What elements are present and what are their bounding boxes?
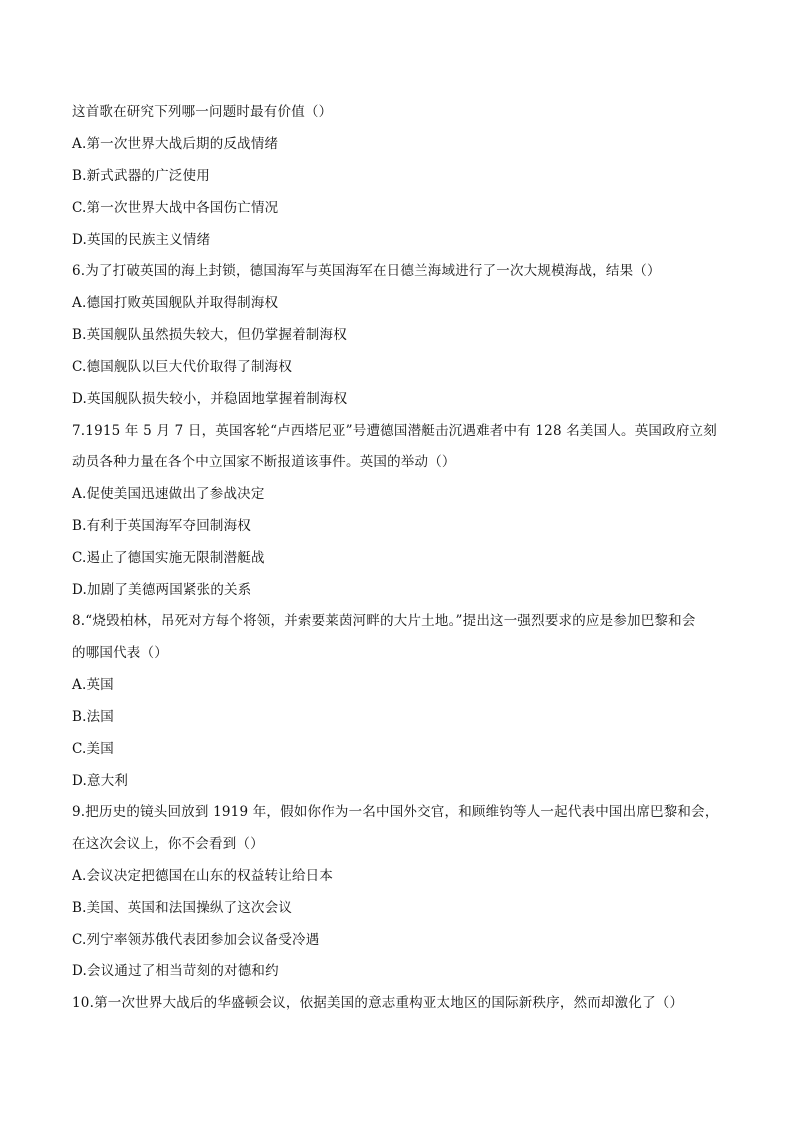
question-9: 9.把历史的镜头回放到 1919 年，假如你作为一名中国外交官，和顾维钧等人一起代表中国出席巴黎和会， <box>72 804 719 820</box>
answer-option: A.会议决定把德国在山东的权益转让给日本 <box>72 868 334 884</box>
answer-option: B.有利于英国海军夺回制海权 <box>72 518 252 534</box>
answer-option: A.德国打败英国舰队并取得制海权 <box>72 295 279 311</box>
answer-option: C.列宁率领苏俄代表团参加会议备受冷遇 <box>72 932 320 948</box>
answer-option: A.促使美国迅速做出了参战决定 <box>72 486 265 502</box>
answer-option: D.会议通过了相当苛刻的对德和约 <box>72 963 279 979</box>
question-9-continued: 在这次会议上，你不会看到（） <box>72 836 264 852</box>
answer-option: A.英国 <box>72 677 114 693</box>
question-10: 10.第一次世界大战后的华盛顿会议，依据美国的意志重构亚太地区的国际新秩序，然而却激化了（） <box>72 995 684 1011</box>
answer-option: D.意大利 <box>72 773 129 789</box>
question-6: 6.为了打破英国的海上封锁，德国海军与英国海军在日德兰海域进行了一次大规模海战，结果（） <box>72 263 661 279</box>
answer-option: C.美国 <box>72 741 114 757</box>
answer-option: B.新式武器的广泛使用 <box>72 168 210 184</box>
answer-option: A.第一次世界大战后期的反战情绪 <box>72 136 279 152</box>
answer-option: D.加剧了美德两国紧张的关系 <box>72 582 252 598</box>
question-8-continued: 的哪国代表（） <box>72 645 168 661</box>
answer-option: B.美国、英国和法国操纵了这次会议 <box>72 900 293 916</box>
answer-option: D.英国的民族主义情绪 <box>72 232 211 248</box>
answer-option: B.英国舰队虽然损失较大，但仍掌握着制海权 <box>72 327 347 343</box>
question-7-continued: 动员各种力量在各个中立国家不断报道该事件。英国的举动（） <box>72 454 456 470</box>
question-8: 8.“烧毁柏林，吊死对方每个将领，并索要莱茵河畔的大片土地。”提出这一强烈要求的应是参加巴黎和会 <box>72 613 696 629</box>
answer-option: B.法国 <box>72 709 115 725</box>
answer-option: C.第一次世界大战中各国伤亡情况 <box>72 200 279 216</box>
question-stem: 这首歌在研究下列哪一问题时最有价值（） <box>72 104 333 120</box>
answer-option: C.德国舰队以巨大代价取得了制海权 <box>72 359 293 375</box>
question-7: 7.1915 年 5 月 7 日，英国客轮“卢西塔尼亚”号遭德国潜艇击沉遇难者中有 128 名美国人。英国政府立刻 <box>72 423 717 439</box>
answer-option: C.遏止了德国实施无限制潜艇战 <box>72 550 265 566</box>
answer-option: D.英国舰队损失较小，并稳固地掌握着制海权 <box>72 391 348 407</box>
